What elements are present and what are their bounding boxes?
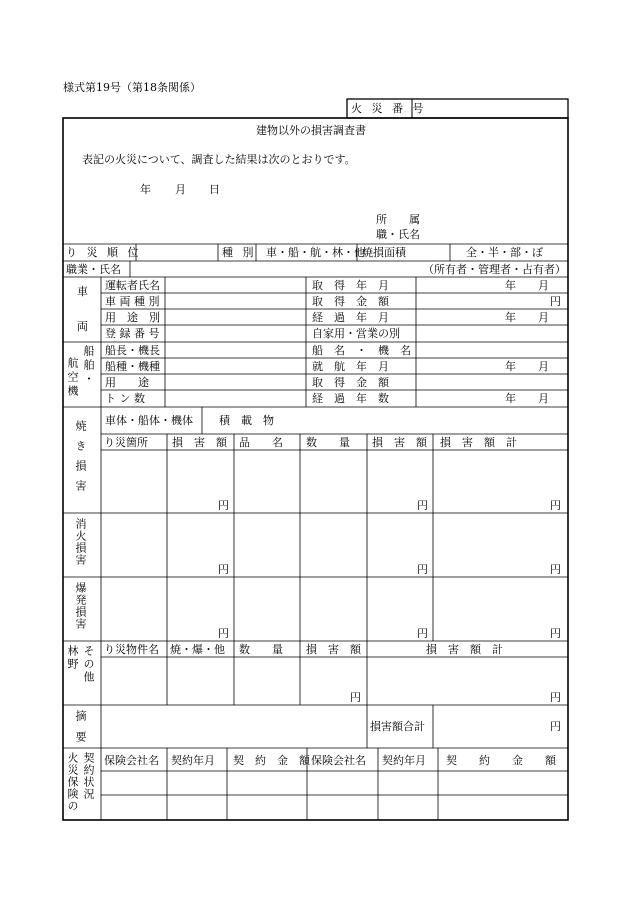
ship-use-label: 用 途	[105, 376, 149, 389]
explosion-yen-2: 円	[417, 627, 428, 640]
other-label: その他	[82, 645, 95, 684]
explosion-yen-3: 円	[550, 627, 561, 640]
area-options[interactable]: 全・半・部・ぼ	[466, 246, 543, 259]
burn-damage-label: 焼き損害	[74, 420, 87, 500]
vehicle-type-label: 車 両 種 別	[105, 295, 160, 308]
extinguish-yen-3: 円	[550, 563, 561, 576]
summary-field[interactable]	[102, 706, 366, 747]
explosion-damage-label: 爆発損害	[74, 582, 87, 630]
explosion-yen-1: 円	[218, 627, 229, 640]
extinguish-yen-2: 円	[417, 563, 428, 576]
header-contract-amount-1: 契 約 金 額	[233, 754, 310, 767]
extinguish-yen-1: 円	[218, 563, 229, 576]
header-damage-location: り災箇所	[104, 436, 148, 449]
ship-service-date-unit: 年 月	[505, 360, 549, 373]
affiliation-label: 所 属	[376, 213, 420, 226]
vehicle-acq-date-unit: 年 月	[505, 279, 549, 292]
aircraft-label: 航空機	[66, 357, 79, 399]
header-insurer-2: 保険会社名	[311, 754, 366, 767]
header-insurer-1: 保険会社名	[104, 754, 159, 767]
elapsed-label: 経 過 年 月	[312, 311, 389, 324]
acq-date-label: 取 得 年 月	[312, 279, 389, 292]
vehicle-label-top: 車	[77, 285, 88, 298]
cargo-label: 積 載 物	[219, 414, 274, 427]
header-forest-damage: 損 害 額	[306, 643, 361, 656]
header-contract-date-1: 契約年月	[171, 754, 215, 767]
total-yen: 円	[550, 720, 561, 733]
header-property-name: り災物件名	[104, 643, 159, 656]
registration-label: 登 録 番 号	[105, 327, 160, 340]
header-burn-explode-other: 焼・爆・他	[170, 643, 225, 656]
header-quantity: 数 量	[306, 436, 350, 449]
burn-yen-1: 円	[218, 499, 229, 512]
tonnage-label: ト ン 数	[105, 392, 145, 405]
ship-label: 船舶・	[82, 345, 95, 387]
vehicle-elapsed-unit: 年 月	[505, 311, 549, 324]
header-damage-total: 損 害 額 計	[440, 436, 517, 449]
ship-acq-amount-label: 取 得 金 額	[312, 376, 389, 389]
header-forest-total: 損 害 額 計	[426, 643, 503, 656]
header-damage-amount-1: 損 害 額	[172, 436, 227, 449]
captain-label: 船長・機長	[105, 344, 160, 357]
rank-label: り 災 順 位	[66, 246, 142, 259]
total-damage-label: 損害額合計	[370, 720, 425, 733]
ship-name-label: 船 名 ・ 機 名	[312, 344, 411, 357]
ship-elapsed-label: 経 過 年 数	[312, 392, 389, 405]
private-business-label: 自家用・営業の別	[312, 327, 400, 340]
date-month: 月	[175, 183, 186, 196]
form-title: 建物以外の損害調査書	[256, 124, 366, 137]
fire-number-field[interactable]	[413, 100, 567, 117]
fire-number-label: 火 災 番 号	[351, 102, 427, 115]
forest-yen-2: 円	[550, 691, 561, 704]
type-options[interactable]: 車・船・航・林・他	[266, 246, 365, 259]
burn-yen-2: 円	[417, 499, 428, 512]
forest-label: 林野	[66, 645, 79, 671]
summary-label: 摘要	[74, 710, 87, 752]
owner-options[interactable]: （所有者・管理者・占有者）	[423, 263, 566, 276]
header-damage-amount-2: 損 害 額	[372, 436, 427, 449]
header-contract-date-2: 契約年月	[382, 754, 426, 767]
type-label: 種 別	[222, 246, 257, 259]
header-contract-amount-2: 契 約 金 額	[446, 754, 556, 767]
body-label: 車体・船体・機体	[105, 414, 193, 427]
vehicle-label-bottom: 両	[77, 320, 88, 333]
form-number: 様式第19号（第18条関係）	[63, 81, 201, 94]
area-label: 焼損面積	[362, 246, 406, 259]
intro-text: 表記の火災について、調査した結果は次のとおりです。	[82, 153, 356, 166]
ship-type-label: 船種・機種	[105, 360, 160, 373]
service-date-label: 就 航 年 月	[312, 360, 389, 373]
driver-name-label: 運転者氏名	[105, 279, 160, 292]
burn-yen-3: 円	[550, 499, 561, 512]
position-name-label: 職・氏名	[376, 228, 420, 241]
vehicle-acq-amount-unit: 円	[550, 295, 561, 308]
acq-amount-label: 取 得 金 額	[312, 295, 389, 308]
header-item-name: 品 名	[239, 436, 283, 449]
contract-status-label: 契約状況	[82, 752, 95, 800]
insurance-label: 火災保険の	[66, 752, 79, 812]
occupation-label: 職業・氏名	[66, 263, 121, 276]
ship-elapsed-unit: 年 月	[505, 392, 549, 405]
vehicle-use-label: 用 途 別	[105, 311, 160, 324]
forest-yen-1: 円	[350, 691, 361, 704]
header-forest-quantity: 数 量	[239, 643, 283, 656]
date-day: 日	[209, 183, 220, 196]
extinguish-damage-label: 消火損害	[74, 518, 87, 566]
date-year: 年	[140, 183, 151, 196]
